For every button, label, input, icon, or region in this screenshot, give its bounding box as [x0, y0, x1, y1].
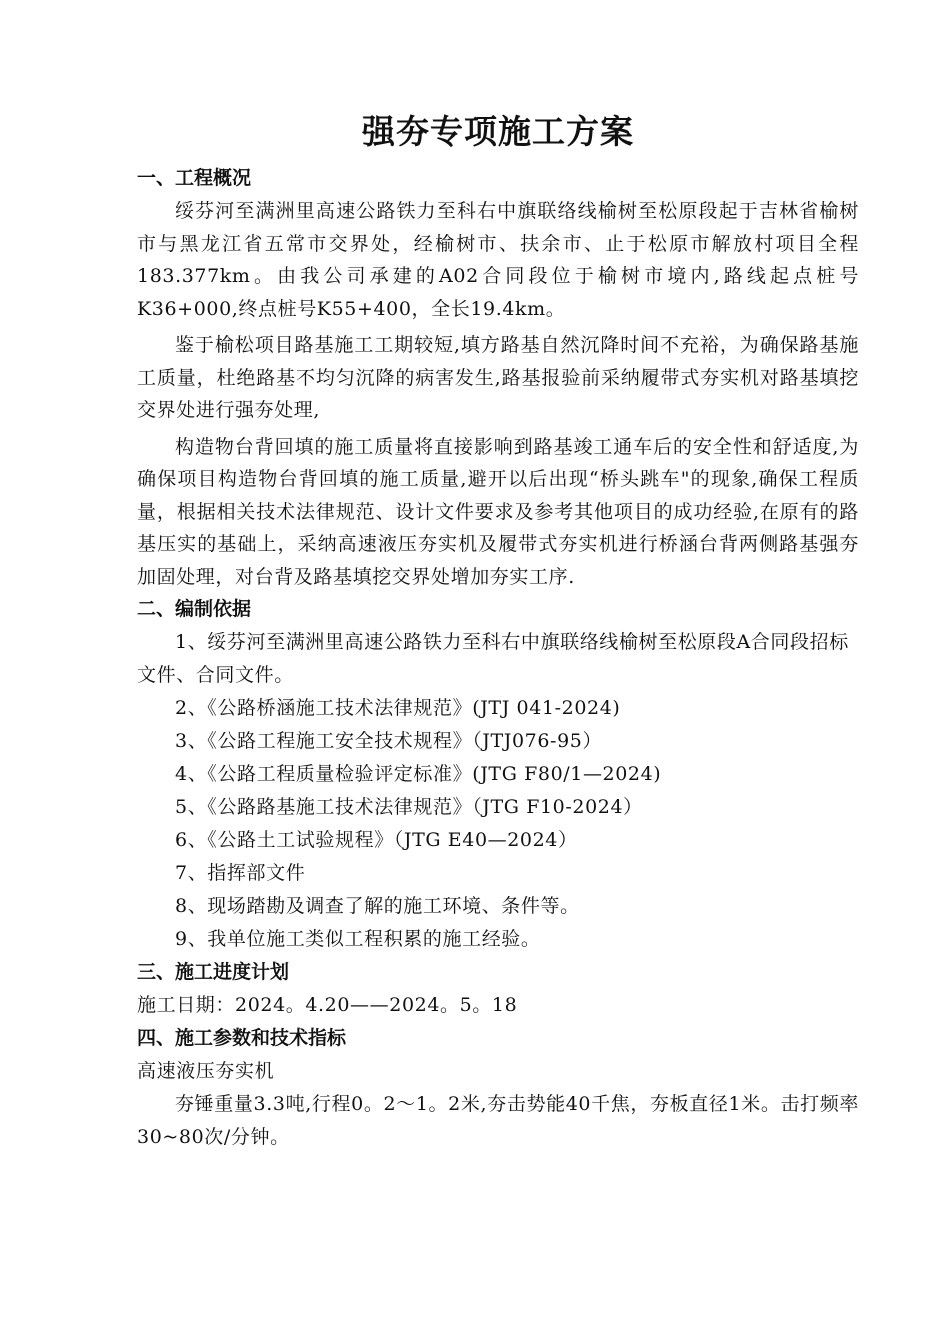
section-heading-parameters: 四、施工参数和技术指标 — [137, 1027, 347, 1049]
basis-item: 8、现场踏勘及调查了解的施工环境、条件等。 — [175, 895, 580, 917]
basis-item: 9、我单位施工类似工程积累的施工经验。 — [175, 928, 541, 950]
document-page — [137, 108, 859, 1153]
section-heading-schedule: 三、施工进度计划 — [137, 961, 290, 983]
basis-item: 1、绥芬河至满洲里高速公路铁力至科右中旗联络线榆树至松原段A合同段招标文件、合同文件。 — [137, 631, 849, 686]
document-title: 强夯专项施工方案 — [362, 112, 634, 151]
section-heading-basis: 二、编制依据 — [137, 598, 252, 620]
schedule-dates: 施工日期：2024。4.20——2024。5。18 — [137, 994, 518, 1016]
section-heading-overview: 一、工程概况 — [137, 167, 252, 189]
overview-paragraph-3: 构造物台背回填的施工质量将直接影响到路基竣工通车后的安全性和舒适度,为确保项目构造物台背回填的施工质量,避开以后出现“桥头跳车"的现象,确保工程质量，根据相关技术法律规范、设计文件要求及参考其他项目的成功经验,在原有的路基压实的基础上，采纳高速液压夯实机及履带式夯实机进行桥涵台背两侧路基强夯加固处理，对台背及路基填挖交界处增加夯实工序. — [137, 435, 859, 588]
overview-paragraph-2: 鉴于榆松项目路基施工工期较短,填方路基自然沉降时间不充裕，为确保路基施工质量，杜绝路基不均匀沉降的病害发生,路基报验前采纳履带式夯实机对路基填挖交界处进行强夯处理, — [137, 334, 859, 421]
equipment-name: 高速液压夯实机 — [137, 1060, 275, 1082]
basis-item: 6、《公路土工试验规程》（JTG E40—2024） — [175, 829, 578, 851]
basis-item: 5、《公路路基施工技术法律规范》（JTG F10-2024） — [175, 796, 643, 818]
parameters-paragraph: 夯锤重量3.3吨,行程0。2～1。2米,夯击势能40千焦，夯板直径1米。击打频率30~80次/分钟。 — [137, 1093, 859, 1148]
overview-paragraph-1: 绥芬河至满洲里高速公路铁力至科右中旗联络线榆树至松原段起于吉林省榆树市与黑龙江省五常市交界处，经榆树市、扶余市、止于松原市解放村项目全程183.377km。由我公司承建的A02合同段位于榆树市境内,路线起点桩号K36+000,终点桩号K55+400，全长19.4km。 — [137, 200, 859, 320]
basis-item: 2、《公路桥涵施工技术法律规范》(JTJ 041-2024) — [175, 697, 621, 719]
basis-item: 7、指挥部文件 — [175, 862, 306, 884]
basis-item: 4、《公路工程质量检验评定标准》(JTG F80/1—2024) — [175, 763, 662, 785]
basis-item: 3、《公路工程施工安全技术规程》（JTJ076-95） — [175, 730, 603, 752]
